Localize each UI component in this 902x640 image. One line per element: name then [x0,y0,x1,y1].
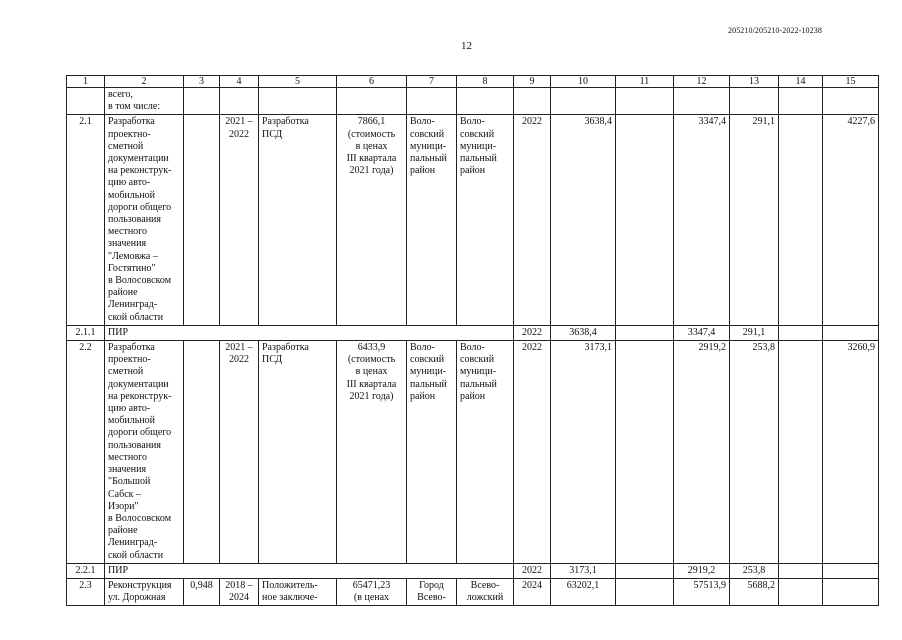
cell-stage: Положитель- ное заключе- [259,578,337,605]
cell-owner: Воло- совский муници- пальный район [407,115,457,325]
cell-regional: 2919,2 [674,341,730,564]
col-num-9: 9 [514,76,551,88]
cell-regional: 57513,9 [674,578,730,605]
document-id: 205210/205210-2022-10238 [728,26,822,35]
cell-description: Разработка проектно- сметной документации на реконструк- цию авто- мобильной дороги общего пользования местного значения "Лемовжа – Гостятино" в Волосовском районе Ленинград- ской области [105,115,184,325]
cell-customer: Воло- совский муници- пальный район [457,115,514,325]
cell-year: 2022 [514,341,551,564]
cell-row-number: 2.1.1 [67,325,105,340]
cell-period: 2021 – 2022 [220,115,259,325]
cell-total: 3173,1 [551,341,616,564]
cell-row-number: 2.2.1 [67,563,105,578]
cell-year: 2024 [514,578,551,605]
cell-year: 2022 [514,563,551,578]
col-num-15: 15 [823,76,879,88]
col-num-2: 2 [105,76,184,88]
table-row [67,115,879,325]
col-num-4: 4 [220,76,259,88]
cell-local: 253,8 [730,563,779,578]
cell-stage: Разработка ПСД [259,341,337,564]
cell-remaining: 3260,9 [823,341,879,564]
table-row [67,563,879,578]
col-num-5: 5 [259,76,337,88]
col-num-3: 3 [184,76,220,88]
col-num-7: 7 [407,76,457,88]
cell-cost: 65471,23 (в ценах [337,578,407,605]
table-row [67,341,879,564]
cell-description: ПИР [105,563,514,578]
cell-row-number: 2.1 [67,115,105,325]
col-num-11: 11 [616,76,674,88]
budget-table [66,75,879,606]
col-num-10: 10 [551,76,616,88]
col-num-13: 13 [730,76,779,88]
cell-total-label: всего, в том числе: [105,88,184,115]
cell-local: 291,1 [730,325,779,340]
column-number-row [67,76,879,88]
cell-stage: Разработка ПСД [259,115,337,325]
cell-owner: Город Всево- [407,578,457,605]
cell-length: 0,948 [184,578,220,605]
cell-cost: 6433,9 (стоимость в ценах III квартала 2021 года) [337,341,407,564]
cell-local: 5688,2 [730,578,779,605]
cell-row-number: 2.2 [67,341,105,564]
table-row [67,88,879,115]
cell-year: 2022 [514,115,551,325]
cell-regional: 3347,4 [674,115,730,325]
cell-cost: 7866,1 (стоимость в ценах III квартала 2021 года) [337,115,407,325]
table-row [67,578,879,605]
cell-regional: 3347,4 [674,325,730,340]
cell-period: 2021 – 2022 [220,341,259,564]
cell-regional: 2919,2 [674,563,730,578]
col-num-14: 14 [779,76,823,88]
col-num-1: 1 [67,76,105,88]
table-row [67,325,879,340]
cell-local: 291,1 [730,115,779,325]
cell-total: 3638,4 [551,115,616,325]
col-num-6: 6 [337,76,407,88]
cell-remaining: 4227,6 [823,115,879,325]
cell-total: 63202,1 [551,578,616,605]
cell-description: Реконструкция ул. Дорожная [105,578,184,605]
cell-period: 2018 – 2024 [220,578,259,605]
col-num-12: 12 [674,76,730,88]
cell-total: 3173,1 [551,563,616,578]
cell-customer: Воло- совский муници- пальный район [457,341,514,564]
cell-total: 3638,4 [551,325,616,340]
cell-local: 253,8 [730,341,779,564]
cell-row-number: 2.3 [67,578,105,605]
cell-owner: Воло- совский муници- пальный район [407,341,457,564]
cell-year: 2022 [514,325,551,340]
cell-customer: Всево- ложский [457,578,514,605]
cell-description: ПИР [105,325,514,340]
page-number: 12 [461,40,472,52]
col-num-8: 8 [457,76,514,88]
cell-description: Разработка проектно- сметной документации на реконструк- цию авто- мобильной дороги общего пользования местного значения "Большой Сабск – Изори" в Волосовском районе Ленинград- ской области [105,341,184,564]
